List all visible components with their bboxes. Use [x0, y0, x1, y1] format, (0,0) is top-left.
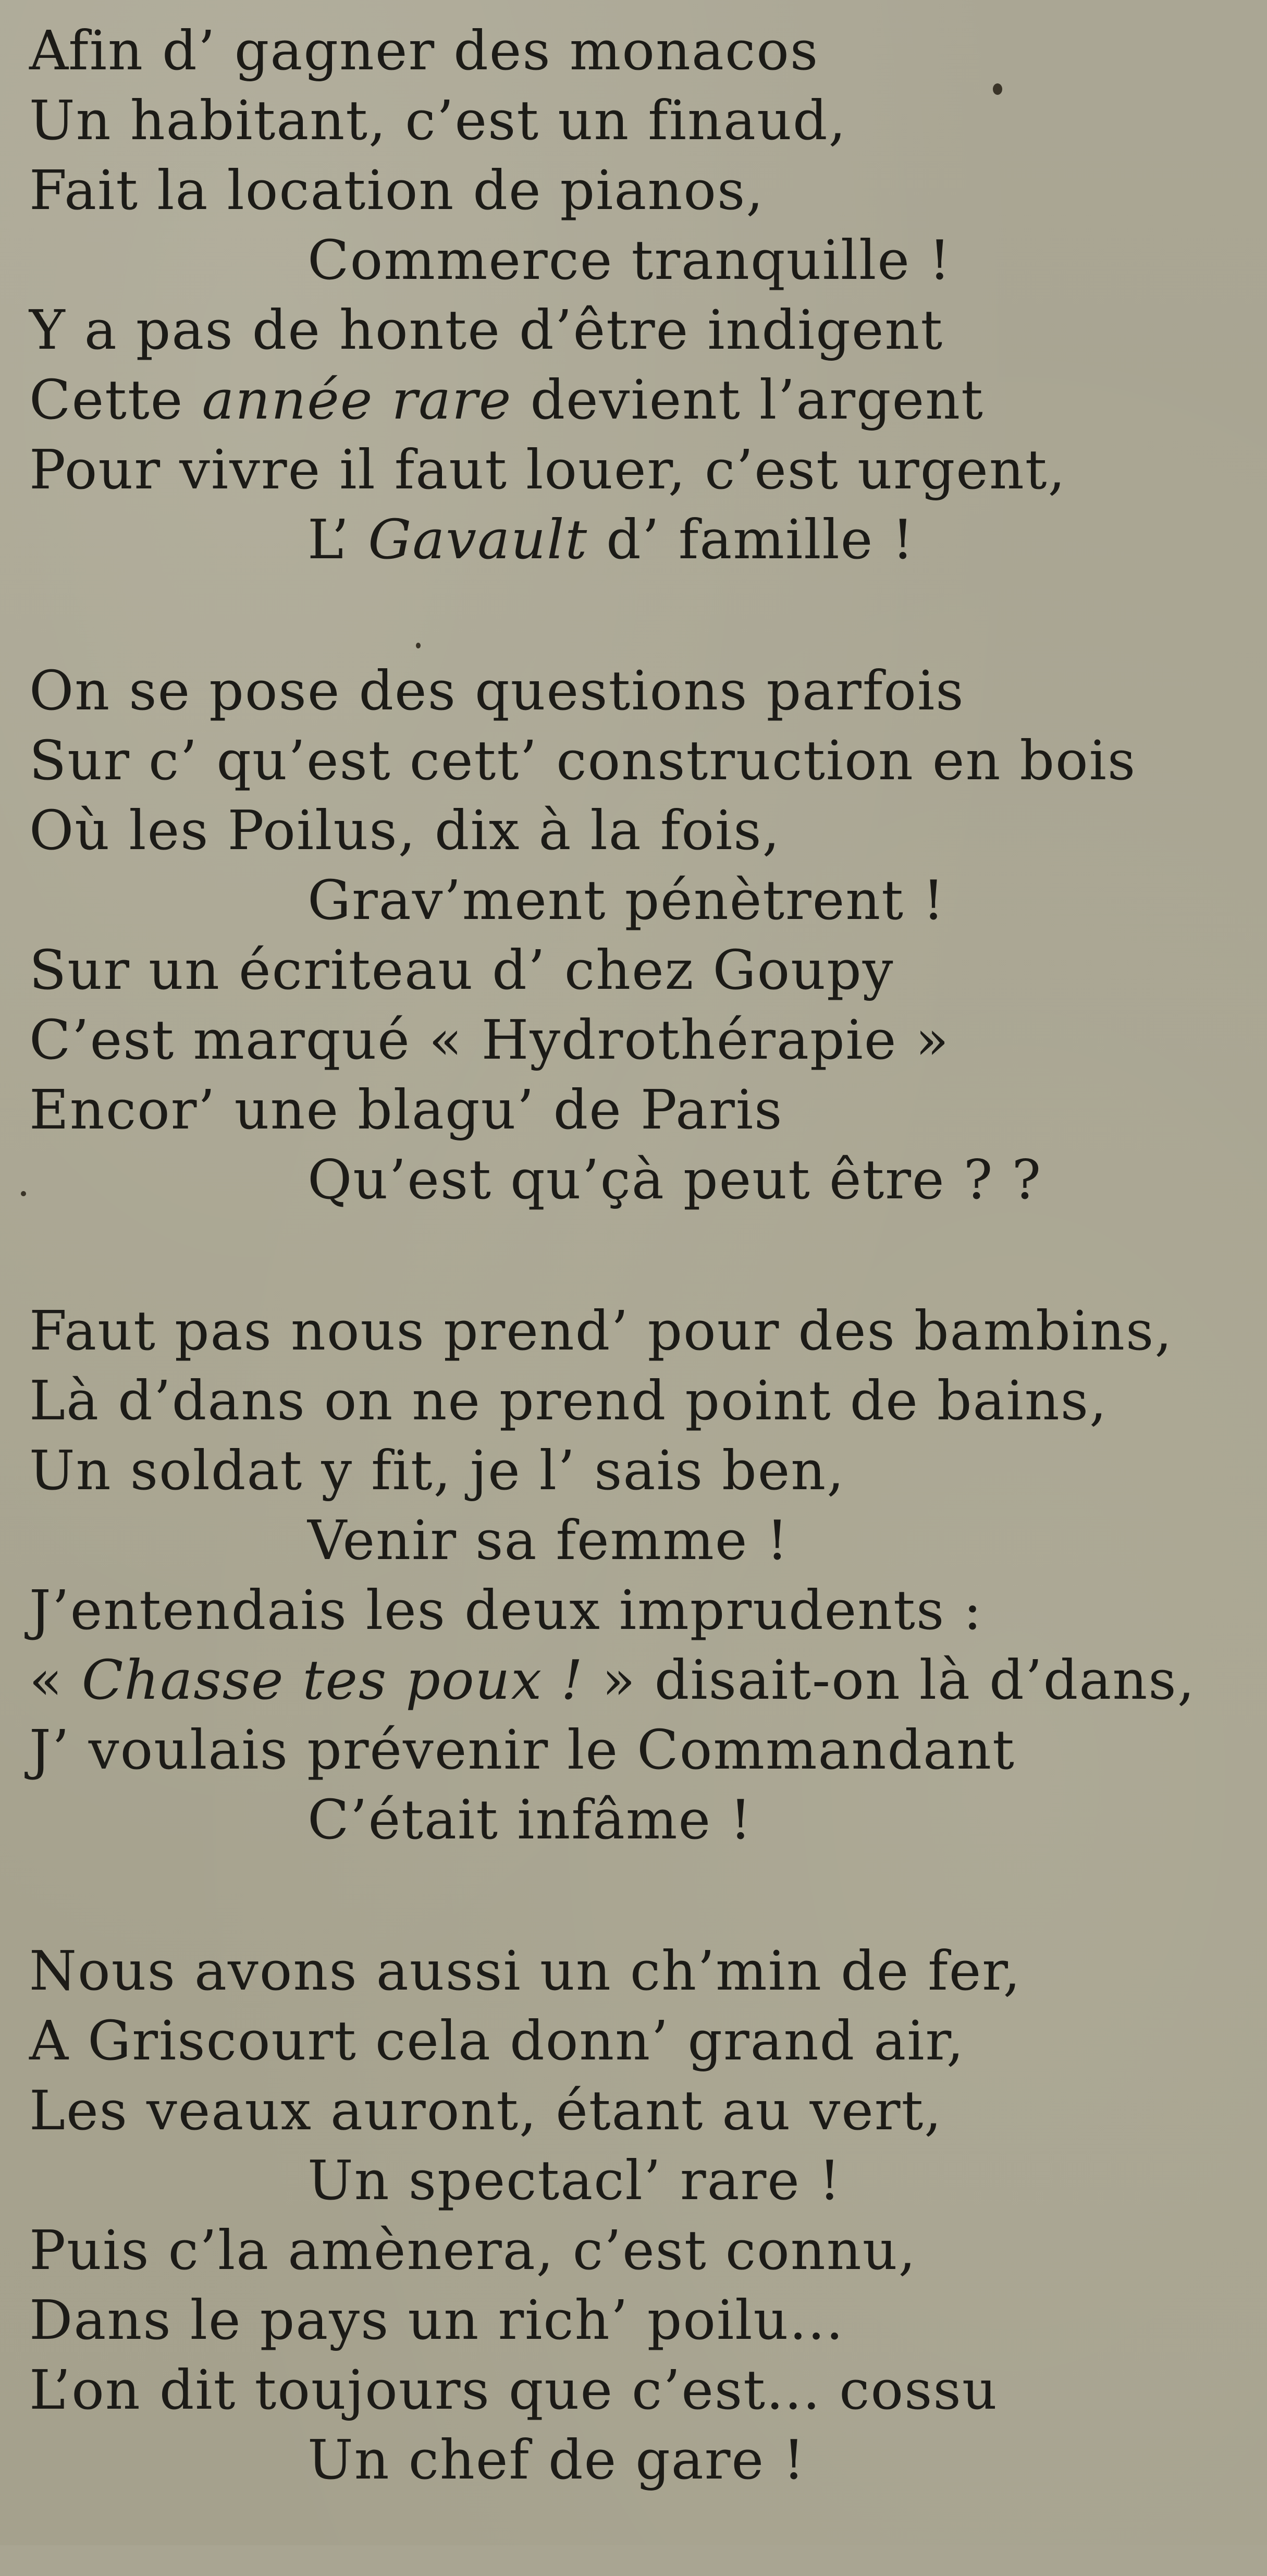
- verse-line: Pour vivre il faut louer, c’est urgent,: [29, 438, 1066, 501]
- verse-line: Dans le pays un rich’ poilu...: [29, 2288, 844, 2352]
- refrain-line: Venir sa femme !: [307, 1508, 790, 1572]
- refrain-line: Un chef de gare !: [307, 2428, 806, 2492]
- verse-line: [29, 1645, 1249, 1715]
- verse-line: Fait la location de pianos,: [29, 158, 765, 222]
- verse-line: Faut pas nous prend’ pour des bambins,: [29, 1299, 1173, 1363]
- verse-text: » disait-on là d’dans,: [584, 1648, 1196, 1712]
- verse-line: C’est marqué « Hydrothérapie »: [29, 1008, 950, 1072]
- verse-line: Un soldat y fit, je l’ sais ben,: [29, 1439, 845, 1502]
- italic-text: Gavault: [368, 508, 588, 571]
- refrain-line: [29, 505, 1249, 574]
- verse-line: Nous avons aussi un ch’min de fer,: [29, 1939, 1022, 2003]
- stanza: [29, 1296, 1249, 1855]
- verse-line: On se pose des questions parfois: [29, 659, 965, 722]
- verse-line: Sur un écriteau d’ chez Goupy: [29, 938, 894, 1002]
- verse-line: Là d’dans on ne prend point de bains,: [29, 1369, 1108, 1432]
- refrain-line: Commerce tranquille !: [307, 228, 952, 292]
- verse-line: Y a pas de honte d’être indigent: [29, 298, 944, 362]
- refrain-line: Un spectacl’ rare !: [307, 2149, 842, 2212]
- stanza: [29, 656, 1249, 1215]
- verse-line: Encor’ une blagu’ de Paris: [29, 1078, 783, 1142]
- verse-text: «: [29, 1648, 82, 1712]
- verse-line: L’on dit toujours que c’est... cossu: [29, 2358, 998, 2422]
- verse-line: Puis c’la amènera, c’est connu,: [29, 2218, 917, 2282]
- verse-line: Sur c’ qu’est cett’ construction en bois: [29, 729, 1137, 792]
- verse-text: d’ famille !: [588, 508, 915, 571]
- verse-line: J’entendais les deux imprudents :: [29, 1578, 983, 1642]
- verse-line: Les veaux auront, étant au vert,: [29, 2079, 943, 2142]
- verse-text: L’: [307, 508, 368, 571]
- verse-line: Où les Poilus, dix à la fois,: [29, 799, 781, 862]
- verse-line: A Griscourt cela donn’ grand air,: [29, 2009, 965, 2072]
- verse-line: J’ voulais prévenir le Commandant: [29, 1718, 1015, 1782]
- refrain-line: Qu’est qu’çà peut être ? ?: [307, 1148, 1042, 1211]
- verse-line: [29, 365, 1249, 435]
- verse-line: Afin d’ gagner des monacos: [29, 19, 819, 82]
- stanza: [29, 16, 1249, 574]
- stanza: [29, 1936, 1249, 2495]
- ink-speck: [21, 1191, 26, 1196]
- verse-text: Cette: [29, 368, 202, 432]
- refrain-line: Grav’ment pénètrent !: [307, 868, 945, 932]
- italic-text: Chasse tes poux !: [81, 1648, 584, 1712]
- verse-line: Un habitant, c’est un finaud,: [29, 89, 847, 152]
- poem: [29, 16, 1249, 2576]
- italic-text: année rare: [202, 368, 512, 432]
- refrain-line: C’était infâme !: [307, 1788, 753, 1851]
- verse-text: devient l’argent: [512, 368, 984, 432]
